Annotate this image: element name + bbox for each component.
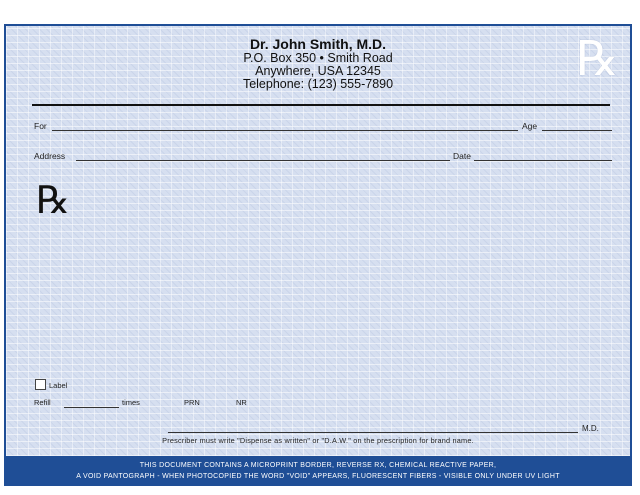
refill-label: Refill	[34, 398, 51, 407]
header-divider	[32, 104, 610, 106]
footer-line-1: THIS DOCUMENT CONTAINS A MICROPRINT BORDER, REVERSE RX, CHEMICAL REACTIVE PAPER,	[139, 462, 497, 469]
for-field[interactable]	[52, 130, 518, 131]
address-field[interactable]	[76, 160, 450, 161]
prescription-pad	[4, 24, 632, 486]
rx-watermark-icon: ℞	[576, 33, 620, 86]
date-label: Date	[453, 151, 471, 161]
footer-line-2: A VOID PANTOGRAPH - WHEN PHOTOCOPIED THE WORD "VOID" APPEARS, FLUORESCENT FIBERS - VISIBLE ONLY UNDER UV LIGHT	[76, 473, 560, 480]
age-field[interactable]	[542, 130, 612, 131]
nr-option[interactable]: NR	[236, 398, 247, 407]
times-label: times	[122, 398, 140, 407]
address-line-2: Anywhere, USA 12345	[255, 64, 381, 78]
address-label: Address	[34, 151, 66, 161]
date-field[interactable]	[474, 160, 612, 161]
prescriber-notice: Prescriber must write "Dispense as written" or "D.A.W." on the prescription for brand name.	[162, 436, 474, 445]
telephone: Telephone: (123) 555-7890	[242, 77, 394, 91]
security-footer	[6, 456, 630, 484]
label-checkbox[interactable]	[35, 379, 46, 390]
md-suffix: M.D.	[582, 424, 599, 433]
age-label: Age	[522, 121, 538, 131]
doctor-name: Dr. John Smith, M.D.	[249, 36, 387, 52]
refill-field[interactable]	[64, 407, 119, 408]
label-text: Label	[49, 381, 68, 390]
prescriber-header	[6, 33, 630, 91]
address-line-1: P.O. Box 350 • Smith Road	[243, 51, 393, 65]
signature-field[interactable]	[168, 432, 578, 433]
prn-option[interactable]: PRN	[184, 398, 200, 407]
rx-icon: ℞	[36, 180, 71, 222]
for-label: For	[34, 121, 47, 131]
